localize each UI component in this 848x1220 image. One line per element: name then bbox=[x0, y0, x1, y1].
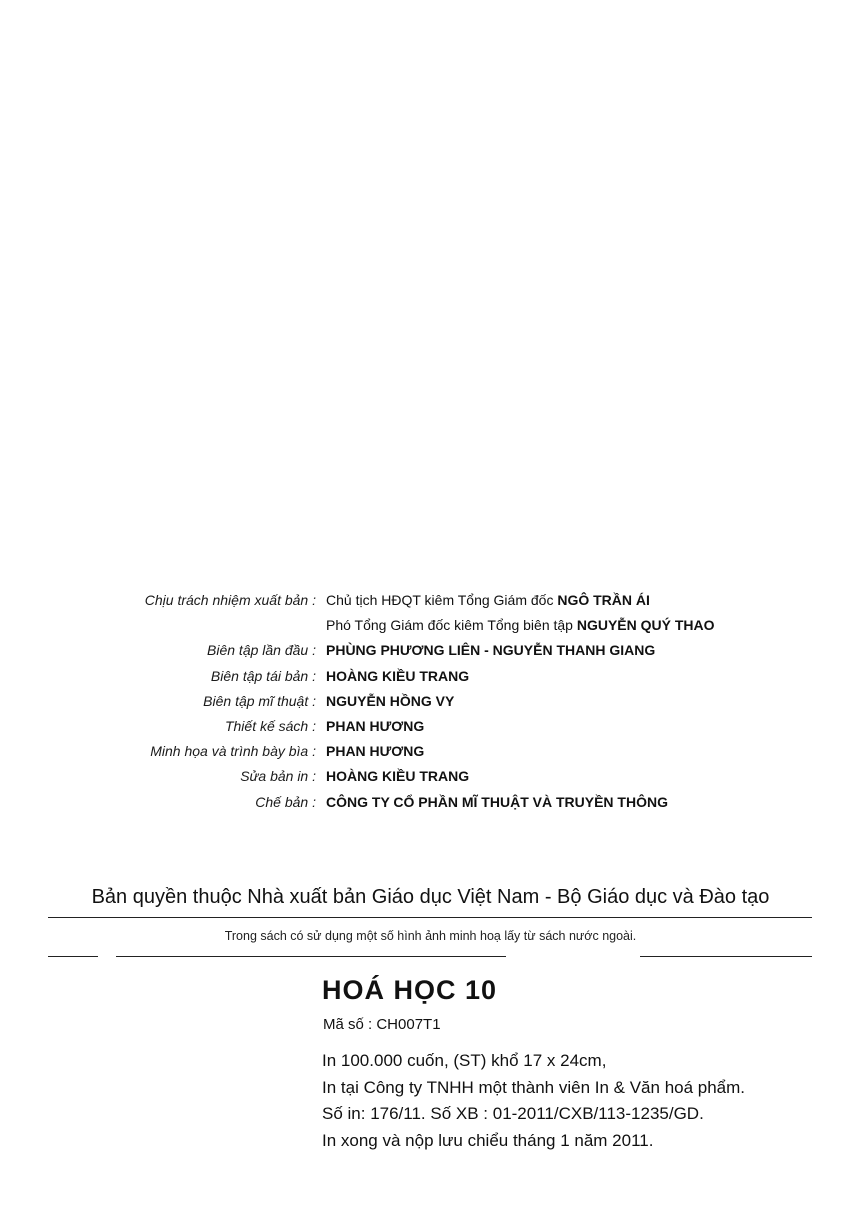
credit-value bbox=[316, 613, 715, 638]
credit-name: PHAN HƯƠNG bbox=[326, 717, 425, 734]
credit-name: NGUYỄN QUÝ THAO bbox=[576, 617, 715, 634]
credit-value bbox=[316, 638, 655, 663]
credit-prefix: Chủ tịch HĐQT kiêm Tổng Giám đốc bbox=[326, 592, 558, 608]
credit-role: Minh họa và trình bày bìa : bbox=[150, 743, 316, 760]
copyright-divider bbox=[48, 917, 812, 918]
credit-row bbox=[0, 638, 848, 663]
credit-value bbox=[316, 664, 469, 689]
printing-line: In tại Công ty TNHH một thành viên In & Văn hoá phẩm. bbox=[322, 1077, 746, 1097]
credit-value bbox=[316, 588, 650, 613]
credit-role: Biên tập lần đầu : bbox=[207, 642, 316, 659]
illustration-note: Trong sách có sử dụng một số hình ảnh minh hoạ lấy từ sách nước ngoài. bbox=[224, 929, 637, 943]
credit-role bbox=[0, 613, 316, 638]
credit-role: Biên tập tái bản : bbox=[210, 667, 316, 684]
credit-name: PHÙNG PHƯƠNG LIÊN - NGUYỄN THANH GIANG bbox=[326, 642, 656, 659]
copyright-line: Bản quyền thuộc Nhà xuất bản Giáo dục Việt Nam - Bộ Giáo dục và Đào tạo bbox=[91, 886, 770, 908]
credit-value bbox=[316, 714, 424, 739]
printing-line: In 100.000 cuốn, (ST) khổ 17 x 24cm, bbox=[322, 1051, 607, 1070]
book-title: HOÁ HỌC 10 bbox=[322, 975, 498, 1005]
credit-row bbox=[0, 689, 848, 714]
credit-name: PHAN HƯƠNG bbox=[326, 743, 425, 760]
credit-name: NGÔ TRẦN ÁI bbox=[557, 592, 650, 608]
credit-role: Biên tập mĩ thuật : bbox=[203, 692, 316, 709]
book-code: Mã số : CH007T1 bbox=[323, 1016, 441, 1033]
credit-row bbox=[0, 764, 848, 789]
credit-row bbox=[0, 714, 848, 739]
credit-name: HOÀNG KIỀU TRANG bbox=[326, 667, 470, 684]
credit-row bbox=[0, 739, 848, 764]
credit-row bbox=[0, 790, 848, 815]
credit-row bbox=[0, 613, 848, 638]
credit-value bbox=[316, 689, 454, 714]
credit-role: Chịu trách nhiệm xuất bản : bbox=[144, 592, 316, 608]
note-divider-mid bbox=[116, 956, 506, 957]
credit-name: HOÀNG KIỀU TRANG bbox=[326, 768, 470, 785]
credits-block bbox=[0, 588, 848, 815]
printing-line: In xong và nộp lưu chiểu tháng 1 năm 2011. bbox=[322, 1130, 654, 1150]
note-divider-left bbox=[48, 956, 98, 957]
note-divider-right bbox=[640, 956, 812, 957]
credit-role: Chế bản : bbox=[255, 793, 316, 810]
credit-role: Sửa bản in : bbox=[240, 768, 316, 785]
printing-info bbox=[322, 1048, 745, 1154]
credit-name: CÔNG TY CỔ PHẦN MĨ THUẬT VÀ TRUYỀN THÔNG bbox=[326, 793, 668, 810]
credit-name: NGUYỄN HỒNG VY bbox=[326, 692, 455, 709]
credit-value bbox=[316, 790, 668, 815]
credit-row bbox=[0, 588, 848, 613]
credit-row bbox=[0, 664, 848, 689]
credit-role: Thiết kế sách : bbox=[224, 717, 316, 734]
credit-value bbox=[316, 739, 424, 764]
printing-line: Số in: 176/11. Số XB : 01-2011/CXB/113-1235/GD. bbox=[322, 1104, 704, 1123]
credit-value bbox=[316, 764, 469, 789]
credit-prefix: Phó Tổng Giám đốc kiêm Tổng biên tập bbox=[326, 617, 577, 634]
